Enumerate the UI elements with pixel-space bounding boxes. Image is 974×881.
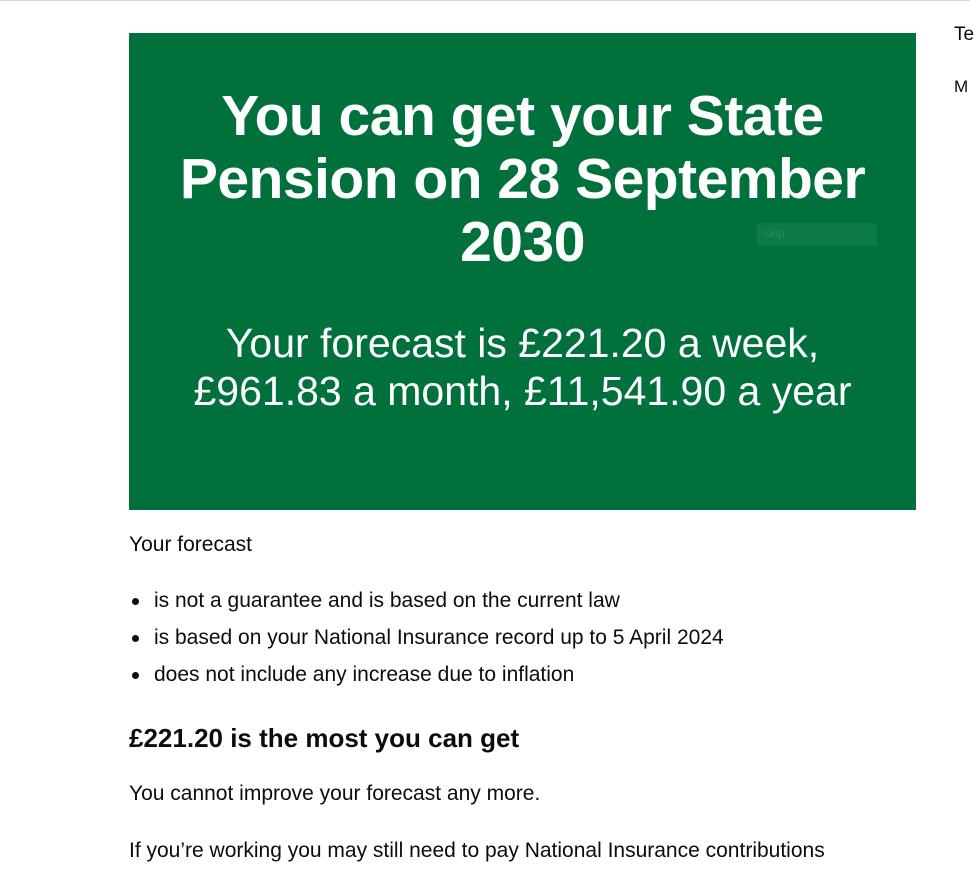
ghost-overlay-field: Skip [757,223,877,246]
state-pension-panel [129,33,916,510]
side-panel-text-1: Te [954,24,974,45]
panel-title: You can get your State Pension on 28 September 2030 [179,84,866,274]
forecast-summary [159,319,886,415]
main-content [129,530,929,866]
list-item: does not include any increase due to inflation [129,660,929,690]
forecast-conditions-list [129,586,929,690]
side-panel-text-2: M [954,77,969,96]
forecast-intro: Your forecast [129,533,252,556]
forecast-monthly-yearly: £961.83 a month, £11,541.90 a year [193,368,852,414]
cannot-improve-text: You cannot improve your forecast any more. [129,782,541,805]
forecast-weekly: Your forecast is £221.20 a week, [225,320,820,366]
working-ni-text: If you’re working you may still need to pay National Insurance contributions [129,839,825,862]
top-divider [0,0,970,1]
max-amount-heading: £221.20 is the most you can get [129,723,520,753]
list-item: is based on your National Insurance record up to 5 April 2024 [129,623,929,653]
list-item: is not a guarantee and is based on the current law [129,586,929,616]
